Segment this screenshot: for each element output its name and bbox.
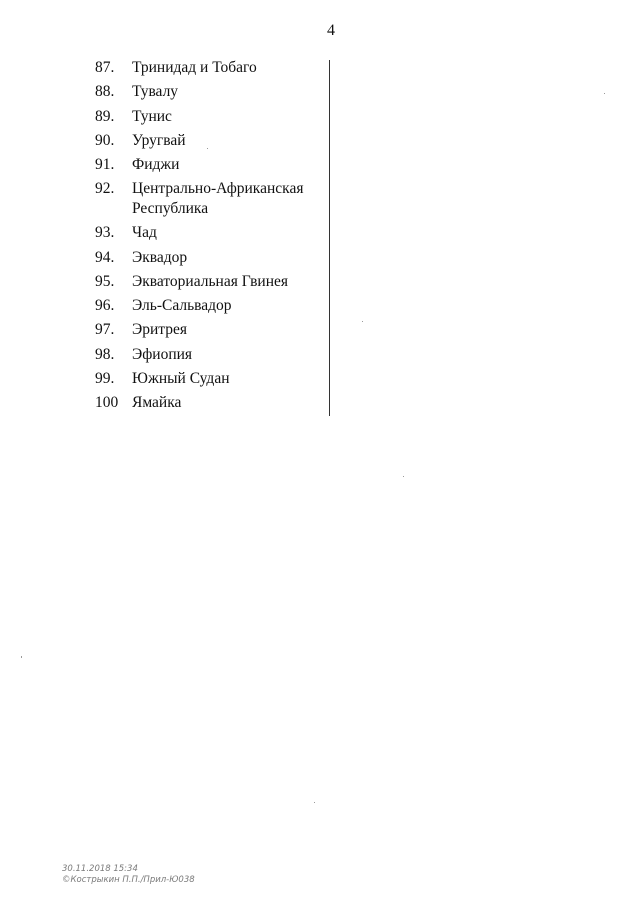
- country-name: Тувалу: [132, 83, 179, 101]
- item-number: 88.: [95, 83, 115, 101]
- list-item: [95, 223, 327, 243]
- list-item: [95, 58, 327, 78]
- scan-speck: [207, 148, 208, 149]
- country-name: Фиджи: [132, 156, 180, 174]
- list-item: [95, 320, 327, 340]
- country-name: Ямайка: [132, 394, 182, 412]
- item-number: 90.: [95, 131, 115, 149]
- item-number: 99.: [95, 370, 115, 388]
- list-item: [95, 393, 327, 413]
- list-item: [95, 179, 327, 218]
- country-name: Центрально-Африканская Республика: [132, 180, 304, 217]
- list-item: [95, 272, 327, 292]
- list-item: [95, 369, 327, 389]
- item-number: 87.: [95, 59, 115, 76]
- item-number: 96.: [95, 297, 115, 315]
- list-item: [95, 345, 327, 365]
- stamp-datetime: 30.11.2018 15:34: [62, 864, 138, 874]
- column-divider: [329, 60, 330, 416]
- list-item: [95, 82, 327, 102]
- footer-stamp: [62, 864, 195, 886]
- scan-speck: [403, 476, 404, 477]
- country-name: Эфиопия: [132, 345, 193, 363]
- country-name: Эквадор: [132, 248, 188, 266]
- item-number: 89.: [95, 107, 115, 125]
- list-item: [95, 248, 327, 268]
- page-number: 4: [327, 22, 335, 39]
- stamp-author: ©Кострыкин П.П./Прил-Ю038: [62, 875, 195, 885]
- country-name: Тринидад и Тобаго: [132, 59, 257, 76]
- country-name: Уругвай: [132, 131, 186, 149]
- item-number: 92.: [95, 180, 115, 198]
- country-name: Эль-Сальвадор: [132, 297, 232, 315]
- scan-speck: [362, 321, 363, 322]
- scan-speck: [21, 656, 22, 658]
- country-name: Экваториальная Гвинея: [132, 272, 289, 290]
- item-number: 100: [95, 394, 119, 412]
- list-item: [95, 131, 327, 151]
- item-number: 91.: [95, 156, 115, 174]
- scan-speck: [314, 802, 315, 803]
- list-item: [95, 155, 327, 175]
- scan-speck: [604, 93, 605, 94]
- item-number: 97.: [95, 321, 115, 339]
- item-number: 94.: [95, 248, 115, 266]
- country-name: Чад: [132, 224, 157, 242]
- country-name: Южный Судан: [132, 370, 230, 388]
- country-name: Эритрея: [132, 321, 187, 339]
- country-list: [95, 58, 327, 418]
- country-name: Тунис: [132, 107, 172, 125]
- list-item: [95, 107, 327, 127]
- item-number: 95.: [95, 272, 115, 290]
- list-item: [95, 296, 327, 316]
- item-number: 93.: [95, 224, 115, 242]
- item-number: 98.: [95, 345, 115, 363]
